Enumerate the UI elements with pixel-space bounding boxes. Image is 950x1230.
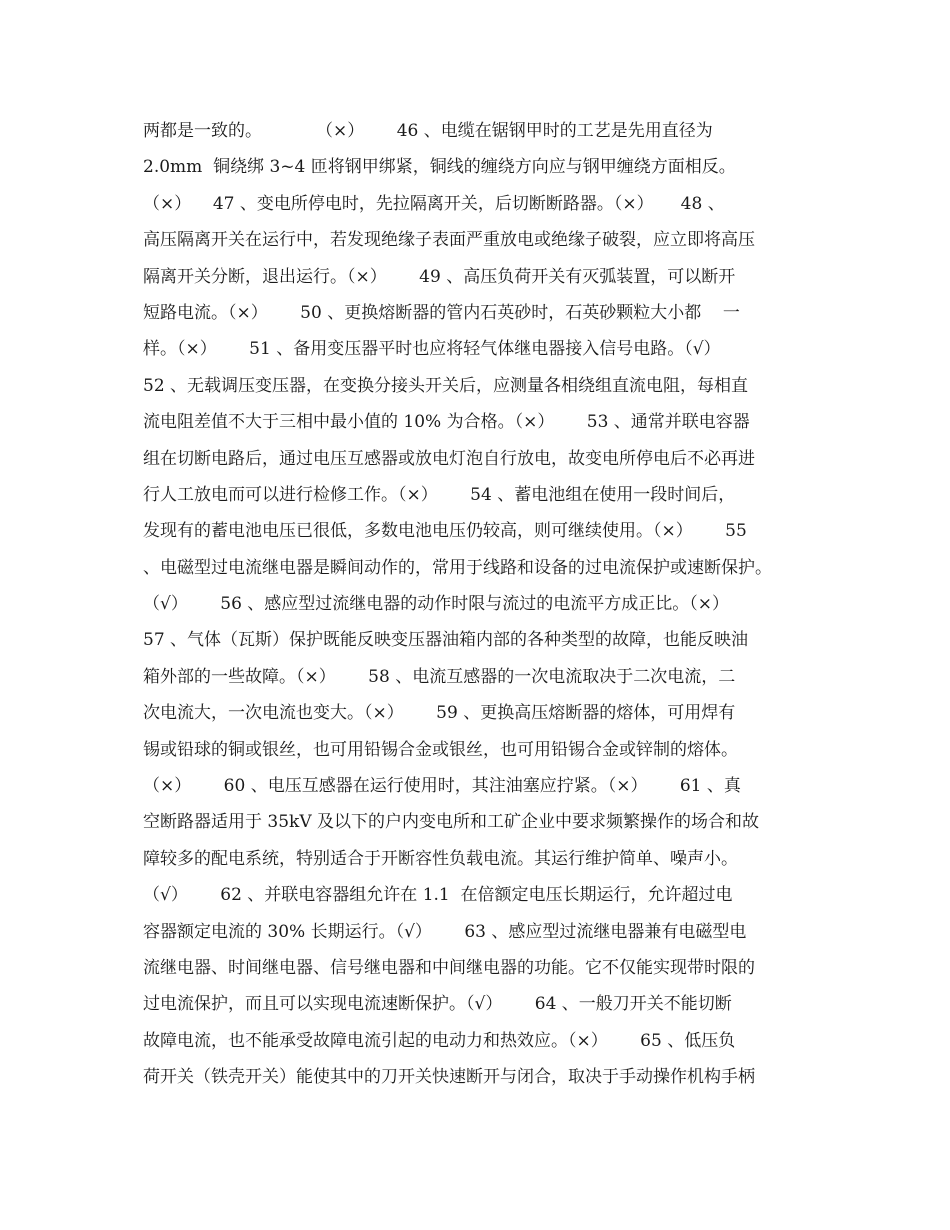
text-line: 隔离开关分断，退出运行。（×） 49 、高压负荷开关有灭弧装置，可以断开 (143, 266, 736, 287)
text-line: 流继电器、时间继电器、信号继电器和中间继电器的功能。它不仅能实现带时限的 (143, 957, 755, 978)
text-line: 过电流保护，而且可以实现电流速断保护。（√） 64 、一般刀开关不能切断 (143, 994, 732, 1015)
text-line: （×） 60 、电压互感器在运行使用时，其注油塞应拧紧。（×） 61 、真 (143, 776, 741, 797)
text-line: 、电磁型过电流继电器是瞬间动作的，常用于线路和设备的过电流保护或速断保护。 (143, 557, 772, 578)
text-line: （√） 62 、并联电容器组允许在 1.1 在倍额定电压长期运行，允许超过电 (143, 885, 733, 906)
text-line: （√） 56 、感应型过流继电器的动作时限与流过的电流平方成正比。（×） (143, 594, 730, 615)
text-line: 行人工放电而可以进行检修工作。（×） 54 、蓄电池组在使用一段时间后， (143, 484, 736, 505)
text-line: 次电流大，一次电流也变大。（×） 59 、更换高压熔断器的熔体，可用焊有 (143, 703, 736, 724)
text-line: 容器额定电流的 30% 长期运行。（√） 63 、感应型过流继电器兼有电磁型电 (143, 921, 747, 942)
text-line: 高压隔离开关在运行中，若发现绝缘子表面严重放电或绝缘子破裂，应立即将高压 (143, 230, 755, 251)
text-line: 空断路器适用于 35kV 及以下的户内变电所和工矿企业中要求频繁操作的场合和故 (143, 812, 760, 833)
body-text (143, 113, 823, 1096)
text-line: 发现有的蓄电池电压已很低，多数电池电压仍较高，则可继续使用。（×） 55 (143, 521, 747, 542)
text-line: 箱外部的一些故障。（×） 58 、电流互感器的一次电流取决于二次电流，二 (143, 666, 736, 687)
text-line: 荷开关（铁壳开关）能使其中的刀开关快速断开与闭合，取决于手动操作机构手柄 (143, 1067, 755, 1088)
text-line: 57 、气体（瓦斯）保护既能反映变压器油箱内部的各种类型的故障，也能反映油 (143, 630, 749, 651)
text-line: 短路电流。（×） 50 、更换熔断器的管内石英砂时，石英砂颗粒大小都 一 (143, 302, 740, 323)
text-line: 组在切断电路后，通过电压互感器或放电灯泡自行放电，故变电所停电后不必再进 (143, 448, 755, 469)
text-line: 2.0mm 铜绕绑 3~4 匝将钢甲绑紧，铜线的缠绕方向应与钢甲缠绕方面相反。 (143, 157, 736, 178)
text-line: 52 、无载调压变压器，在变换分接头开关后，应测量各相绕组直流电阻，每相直 (143, 375, 749, 396)
text-line: 流电阻差值不大于三相中最小值的 10% 为合格。（×） 53 、通常并联电容器 (143, 412, 750, 433)
text-line: 故障电流，也不能承受故障电流引起的电动力和热效应。（×） 65 、低压负 (143, 1030, 736, 1051)
text-line: 样。（×） 51 、备用变压器平时也应将轻气体继电器接入信号电路。（√） (143, 339, 721, 360)
text-line: 两都是一致的。 （×） 46 、电缆在锯钢甲时的工艺是先用直径为 (143, 121, 713, 141)
text-line: （×） 47 、变电所停电时，先拉隔离开关，后切断断路器。（×） 48 、 (143, 193, 725, 214)
text-line: 障较多的配电系统，特别适合于开断容性负载电流。其运行维护简单、噪声小。 (143, 848, 738, 869)
text-line: 锡或铅球的铜或银丝，也可用铅锡合金或银丝，也可用铅锡合金或锌制的熔体。 (143, 739, 738, 760)
